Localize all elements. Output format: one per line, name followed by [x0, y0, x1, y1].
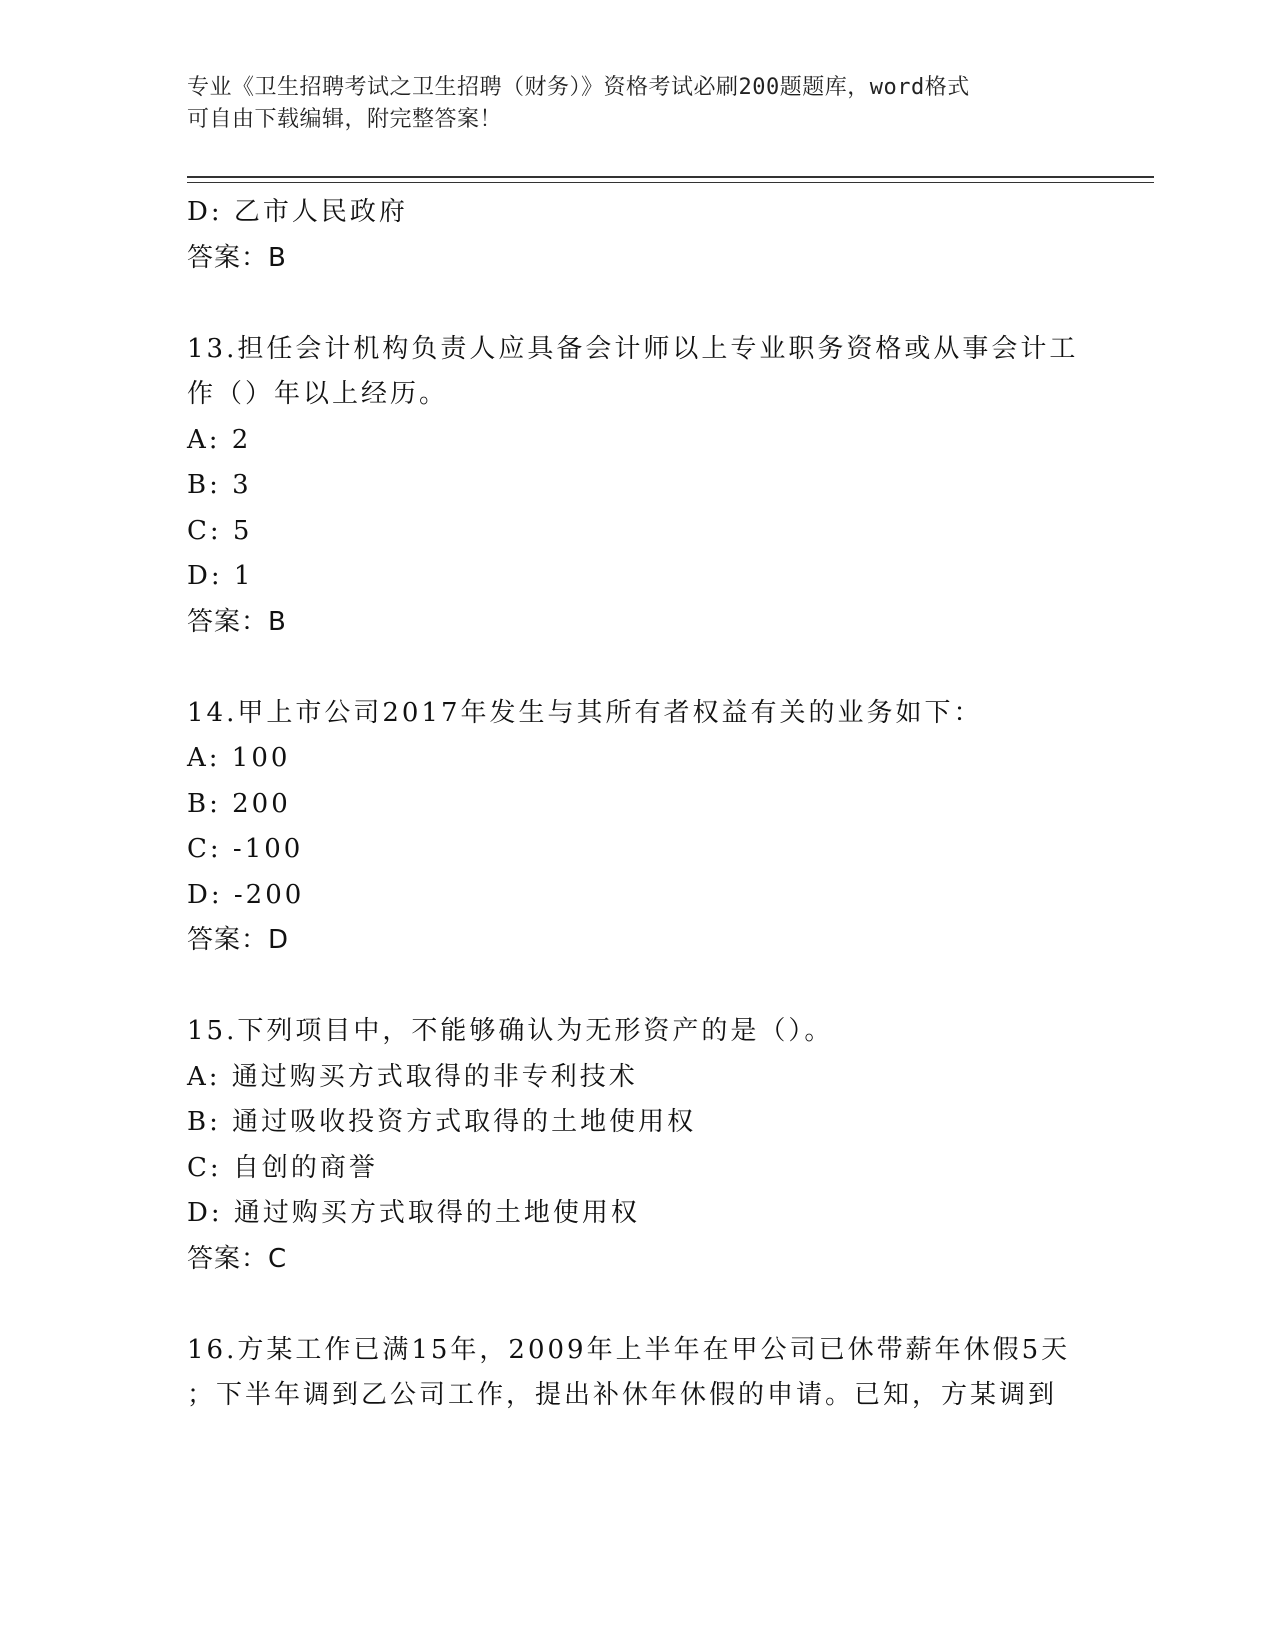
spacer: [187, 1282, 1087, 1328]
option-c: C: 自创的商誉: [187, 1152, 378, 1183]
option-b: B: 3: [187, 470, 252, 500]
option-d: D: 1: [187, 561, 254, 591]
question-stem: 13.担任会计机构负责人应具备会计师以上专业职务资格或从事会计工: [187, 333, 1079, 364]
option-b: B: 通过吸收投资方式取得的土地使用权: [187, 1107, 697, 1137]
question-stem-cont: ；下半年调到乙公司工作，提出补休年休假的申请。已知，方某调到: [187, 1380, 1058, 1410]
option-a: A: 通过购买方式取得的非专利技术: [187, 1061, 638, 1092]
question-12-tail: [187, 190, 1087, 281]
question-stem-cont: 作（）年以上经历。: [187, 379, 449, 409]
option-c: C: -100: [187, 834, 304, 864]
header-divider-thick: [187, 176, 1154, 178]
option-d: D: -200: [187, 879, 305, 910]
option-b: B: 200: [187, 788, 291, 819]
option-a: A: 2: [187, 424, 252, 455]
header-title-line1: 专业《卫生招聘考试之卫生招聘（财务）》资格考试必刷200题题库，word格式: [187, 75, 970, 100]
option-d: D: 乙市人民政府: [187, 197, 408, 227]
question-stem: 15.下列项目中，不能够确认为无形资产的是（）。: [187, 1016, 834, 1046]
spacer: [187, 964, 1087, 1010]
question-15: [187, 1009, 1087, 1282]
question-16: [187, 1328, 1087, 1419]
question-stem: 16.方某工作已满15年，2009年上半年在甲公司已休带薪年休假5天: [187, 1334, 1071, 1365]
page-header: [187, 72, 1087, 136]
header-divider-thin: [187, 182, 1154, 183]
answer: 答案：D: [187, 925, 290, 955]
spacer: [187, 281, 1087, 327]
question-stem: 14.甲上市公司2017年发生与其所有者权益有关的业务如下：: [187, 697, 983, 728]
answer: 答案：B: [187, 242, 287, 273]
answer: 答案：C: [187, 1243, 288, 1274]
answer: 答案：B: [187, 606, 287, 637]
option-c: C: 5: [187, 515, 253, 546]
question-14: [187, 691, 1087, 964]
spacer: [187, 645, 1087, 691]
option-d: D: 通过购买方式取得的土地使用权: [187, 1198, 640, 1228]
question-list: [187, 190, 1087, 1419]
header-title-line2: 可自由下载编辑，附完整答案！: [187, 107, 503, 132]
option-a: A: 100: [187, 743, 291, 773]
question-13: [187, 327, 1087, 646]
